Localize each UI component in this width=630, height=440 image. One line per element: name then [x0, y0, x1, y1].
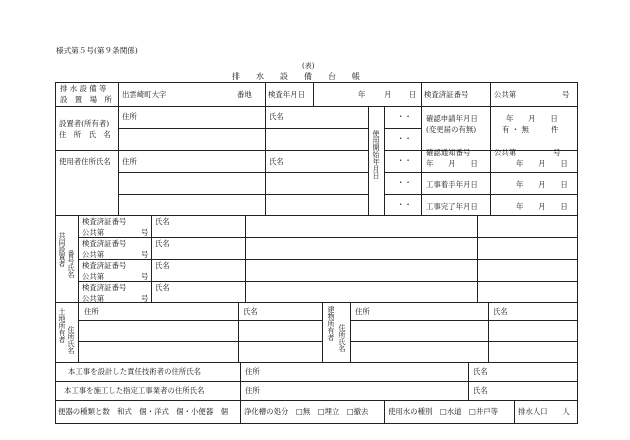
change-notice-label: (変更届の有無): [426, 125, 477, 134]
end-work-ymd: 年 月 日: [516, 202, 568, 211]
land-name: 氏名: [243, 307, 258, 316]
inspection-date-label: 検査年月日: [268, 90, 305, 99]
start-work-ymd: 年 月 日: [516, 180, 568, 189]
notice-date-ymd: 年 月 日: [516, 159, 568, 168]
public-no-label: 公共第: [494, 90, 517, 99]
notice-public-no: 公共第 号: [494, 148, 561, 157]
installer-name: 氏名: [269, 112, 284, 121]
location-label-1: 排 水 設 備 等: [60, 84, 107, 93]
use-start-date-label: 使用開始年月日: [372, 130, 380, 179]
co-name-4: 氏名: [155, 283, 170, 292]
co-public-1: 公共第: [82, 228, 105, 237]
toilet-types-label: 便器の種類と数 和式 個・洋式 個・小便器 個: [58, 407, 228, 416]
user-name: 氏名: [269, 157, 284, 166]
co-public-3: 公共第: [82, 272, 105, 281]
designer-name: 氏名: [473, 367, 488, 376]
start-dots-3: ・・: [397, 156, 412, 165]
co-go-3: 号: [141, 272, 149, 281]
user-address: 住所: [122, 157, 137, 166]
user-label: 使用者住所氏名: [59, 157, 111, 166]
notice-ymd-label: 年 月 日: [426, 159, 478, 168]
land-owner-label: 土地所有者: [58, 308, 66, 343]
cert-no-label: 検査済証番号: [424, 90, 469, 99]
co-public-4: 公共第: [82, 294, 105, 303]
banchi-label: 番地: [237, 90, 252, 99]
installer-address: 住所: [122, 112, 137, 121]
public-go-label: 号: [562, 90, 570, 99]
water-type-label: 使用水の種別 □水道 □井戸等: [388, 407, 499, 416]
contractor-name: 氏名: [473, 386, 488, 395]
population-label: 排水人口 人: [518, 407, 570, 416]
location-label-2: 設 置 場 所: [60, 95, 112, 104]
page-title: 排 水 設 備 台 帳: [232, 72, 360, 81]
co-public-2: 公共第: [82, 250, 105, 259]
contractor-address: 住所: [245, 386, 260, 395]
land-owner-sublabel: 住所氏名: [67, 326, 75, 354]
septic-disposal-label: 浄化槽の処分 □無 □埋立 □撤去: [244, 407, 369, 416]
co-cert-1: 検査済証番号: [82, 217, 127, 226]
start-dots-1: ・・: [397, 112, 412, 121]
end-work-label: 工事完了年月日: [426, 202, 478, 211]
co-name-2: 氏名: [155, 239, 170, 248]
designer-label: 本工事を設計した責任技術者の住所氏名: [68, 367, 202, 376]
notice-no-label: 確認通知番号: [426, 148, 471, 157]
start-dots-4: ・・: [397, 178, 412, 187]
start-dots-2: ・・: [397, 134, 412, 143]
co-go-1: 号: [141, 228, 149, 237]
inspection-month: 月: [384, 90, 392, 99]
building-owner-sublabel: 住所氏名: [338, 324, 346, 352]
form-number: 様式第５号(第９条関係): [56, 46, 138, 55]
contractor-label: 本工事を施工した指定工事業者の住所氏名: [64, 386, 205, 395]
co-go-2: 号: [141, 250, 149, 259]
yes-no-count: 有 ・ 無 件: [502, 125, 559, 134]
co-name-1: 氏名: [155, 217, 170, 226]
co-cert-3: 検査済証番号: [82, 261, 127, 270]
co-cert-2: 検査済証番号: [82, 239, 127, 248]
installer-label-1: 設置者(所有者): [59, 119, 110, 128]
confirm-date-label: 確認申請年月日: [426, 114, 478, 123]
front-side-label: (表): [302, 62, 315, 70]
land-address: 住所: [84, 307, 99, 316]
inspection-day: 日: [409, 90, 417, 99]
building-name: 氏名: [493, 307, 508, 316]
start-dots-5: ・・: [397, 200, 412, 209]
inspection-year: 年: [358, 90, 366, 99]
co-cert-4: 検査済証番号: [82, 283, 127, 292]
designer-address: 住所: [245, 367, 260, 376]
co-installer-label: 共同設置者: [58, 232, 66, 267]
installer-label-2: 住 所 氏 名: [59, 130, 111, 139]
co-name-3: 氏名: [155, 261, 170, 270]
confirm-ymd: 年 月 日: [506, 114, 558, 123]
town-label: 出雲崎町大字: [122, 90, 167, 99]
co-go-4: 号: [141, 294, 149, 303]
building-owner-label: 建物所有者: [327, 306, 335, 341]
building-address: 住所: [355, 307, 370, 316]
start-work-label: 工事着手年月日: [426, 180, 478, 189]
co-installer-sublabel: 番号氏名: [67, 250, 75, 278]
